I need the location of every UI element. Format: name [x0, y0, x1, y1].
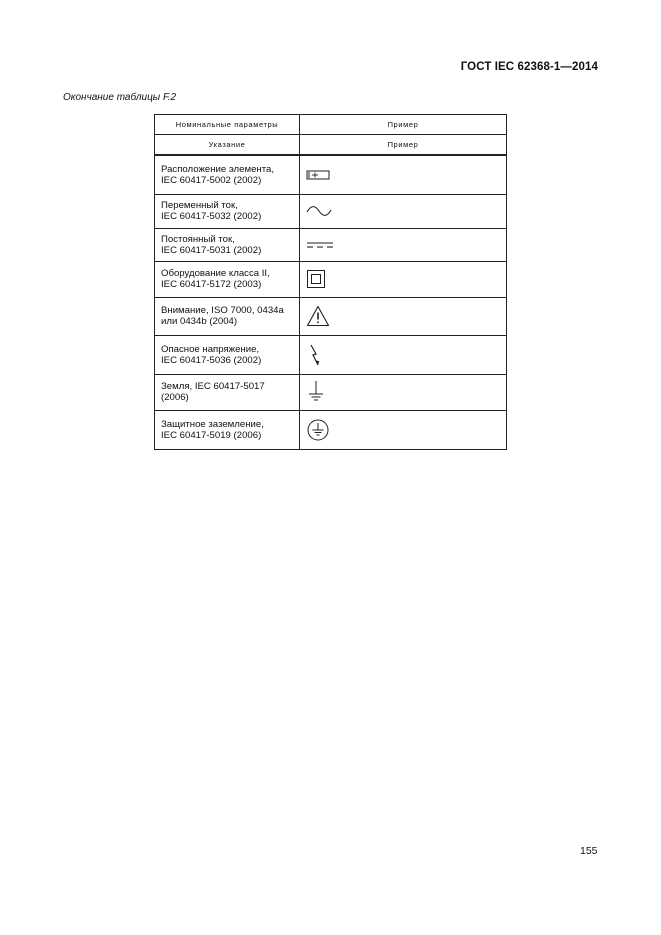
- class-ii-equipment-icon: [306, 269, 326, 289]
- row-label: Оборудование класса II, IEC 60417-5172 (2003): [155, 261, 300, 297]
- table-row: [155, 374, 507, 410]
- row-label: Земля, IEC 60417-5017 (2006): [155, 374, 300, 410]
- table-row: [155, 410, 507, 449]
- row-label: Опасное напряжение, IEC 60417-5036 (2002): [155, 335, 300, 374]
- column-header-example-2: Пример: [300, 135, 507, 156]
- warning-triangle-icon: [306, 305, 330, 327]
- column-header-ratings: Номинальные параметры: [155, 115, 300, 135]
- direct-current-icon: [306, 240, 334, 250]
- table-header-row: [155, 115, 507, 135]
- page-number: 155: [580, 845, 598, 857]
- table-caption: Окончание таблицы F.2: [63, 92, 177, 103]
- table-subheader-row: [155, 135, 507, 156]
- earth-ground-icon: [306, 380, 326, 404]
- table-row: [155, 155, 507, 194]
- row-label: Защитное заземление, IEC 60417-5019 (2006): [155, 410, 300, 449]
- table-row: [155, 228, 507, 261]
- column-header-marking: Указание: [155, 135, 300, 156]
- column-header-example: Пример: [300, 115, 507, 135]
- table-row: [155, 297, 507, 335]
- battery-position-icon: [306, 169, 332, 181]
- row-label: Переменный ток, IEC 60417-5032 (2002): [155, 194, 300, 228]
- row-label: Расположение элемента, IEC 60417-5002 (2002): [155, 155, 300, 194]
- table-row: [155, 335, 507, 374]
- row-label: Внимание, ISO 7000, 0434a или 0434b (2004): [155, 297, 300, 335]
- protective-earth-icon: [306, 418, 330, 442]
- row-label: Постоянный ток, IEC 60417-5031 (2002): [155, 228, 300, 261]
- table-row: [155, 194, 507, 228]
- symbols-table: [154, 114, 507, 450]
- table-row: [155, 261, 507, 297]
- dangerous-voltage-icon: [306, 343, 326, 367]
- alternating-current-icon: [306, 205, 332, 217]
- document-code: ГОСТ IEC 62368-1—2014: [460, 61, 598, 73]
